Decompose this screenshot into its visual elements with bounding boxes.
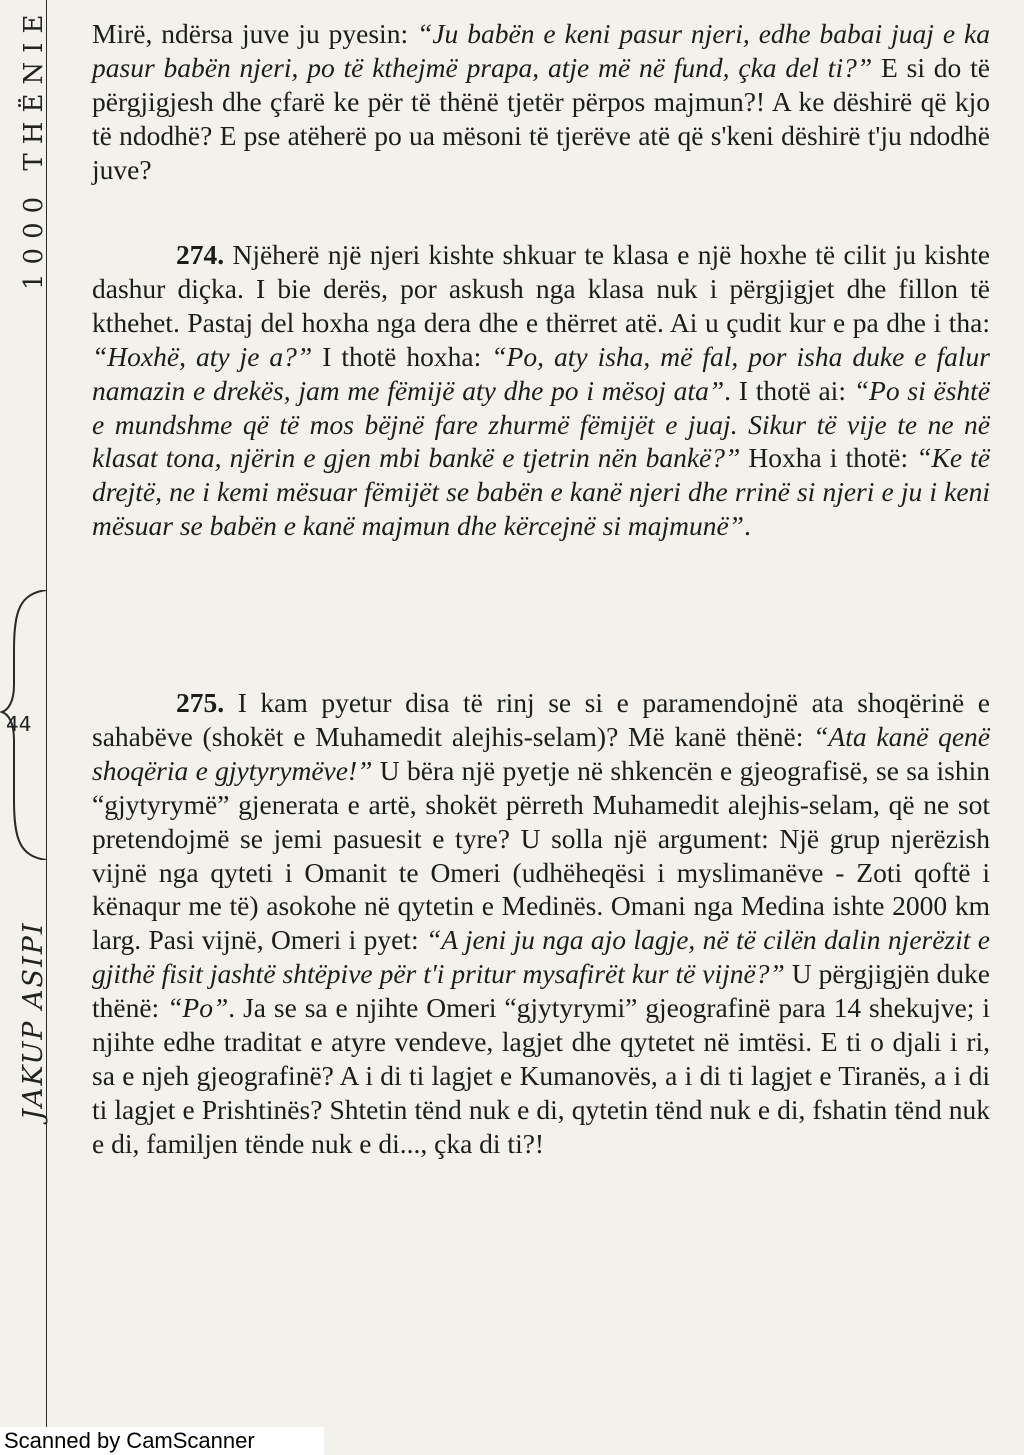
text-segment: U përgjigjën duke thënë: — [92, 958, 990, 1024]
author-name: JAKUP ASIPI — [18, 921, 49, 1120]
paragraph-number: 274. — [176, 239, 225, 270]
quoted-speech: “A jeni ju nga ajo lagje, në të cilën dalin njerëzit e gjithë fisit jashtë shtëpive për t'i pritur mysafirët kur të vijnë?” — [92, 924, 990, 990]
quoted-speech: “Ke të drejtë, ne i kemi mësuar fëmijët se babën e kanë njeri dhe rrinë si njeri e ju i keni mësuar se babën e kanë majmun dhe kërcejnë si majmunë” — [92, 442, 990, 542]
page-number: 44 — [6, 712, 32, 736]
quoted-speech: “Po si është e mundshme që të mos bëjnë fare zhurmë fëmijët e juaj. Sikur të vije te ne në klasat tona, njërin e gjen mbi bankë e tjetrin nën bankë?” — [92, 374, 990, 474]
paragraph-number: 275. — [176, 687, 225, 718]
text-segment: Njëherë një njeri kishte shkuar te klasa e një hoxhe të cilit ju kishte dashur diçka. I bie derës, por askush nga klasa nuk i përgjigjet dhe fillon të kthehet. Pastaj del hoxha nga dera dhe e thërret atë. Ai u çudit kur e pa dhe i tha: — [92, 239, 990, 338]
quoted-speech: “Ata kanë qenë shoqëria e gjytyrymëve!” — [92, 720, 990, 786]
quoted-speech: “Po” — [167, 992, 229, 1024]
paragraph-continuation — [92, 17, 990, 187]
text-segment: Mirë, ndërsa juve ju pyesin: — [92, 18, 418, 49]
text-segment: U bëra një pyetje në shkencën e gjeografisë, se sa ishin “gjytyrymë” gjenerata e artë, shokët përreth Muhamedit alejhis-selam, që ne sot pretendojmë se jemi pasuesit e tyre? U solla një argument: Një grup njerëzish vijnë nga qyteti i Omanit te Omeri (udhëheqësi i myslimanëve - Zoti qoftë i kënaqur me të) asokohe në qytetin e Medinës. Omani nga Medina ishte 2000 km larg. Pasi vijnë, Omeri i pyet: — [92, 754, 990, 956]
text-segment: I kam pyetur disa të rinj se si e paramendojnë ata shoqërinë e sahabëve (shokët e Muhamedit alejhis-selam)? Më kanë thënë: — [92, 687, 990, 752]
quoted-speech: “Hoxhë, aty je a?” — [92, 340, 313, 372]
text-segment: . Ja se sa e njihte Omeri “gjytyrymi” gjeografinë para 14 shekujve; i njihte edhe traditat e atyre vendeve, lagjet dhe qytetet në imtësi. E ti o djali i ri, sa e njeh gjeografinë? A i di ti lagjet e Kumanovës, a i di ti lagjet e Tiranës, a i di ti lagjet e Prishtinës? Shtetin tënd nuk e di, qytetin tënd nuk e di, fshatin tënd nuk e di, familjen tënde nuk e di..., çka di ti?! — [92, 992, 990, 1159]
quoted-speech: “Po, aty isha, më fal, por isha duke e falur namazin e drekës, jam me fëmijë aty dhe po i mësoj ata” — [92, 340, 990, 406]
paragraph-275 — [92, 686, 990, 1161]
text-segment: . — [743, 510, 751, 542]
quoted-speech: “Ju babën e keni pasur njeri, edhe babai juaj e ka pasur babën njeri, po të kthejmë prapa, atje më në fund, çka del ti?” — [92, 18, 990, 83]
scanner-watermark: Scanned by CamScanner — [0, 1427, 324, 1455]
text-segment: I thotë hoxha: — [312, 340, 492, 372]
paragraph-274 — [92, 238, 990, 543]
book-title: 1000 THËNIE — [19, 5, 49, 290]
text-segment: Hoxha i thotë: — [740, 442, 917, 474]
text-segment: E si do të përgjigjesh dhe çfarë ke për të thënë tjetër përpos majmun?! A ke dëshirë që kjo të ndodhë? E pse atëherë po ua mësoni të tjerëve atë që s'keni dëshirë t'ju ndodhë juve? — [92, 51, 990, 185]
text-segment: . I thotë ai: — [724, 374, 854, 406]
